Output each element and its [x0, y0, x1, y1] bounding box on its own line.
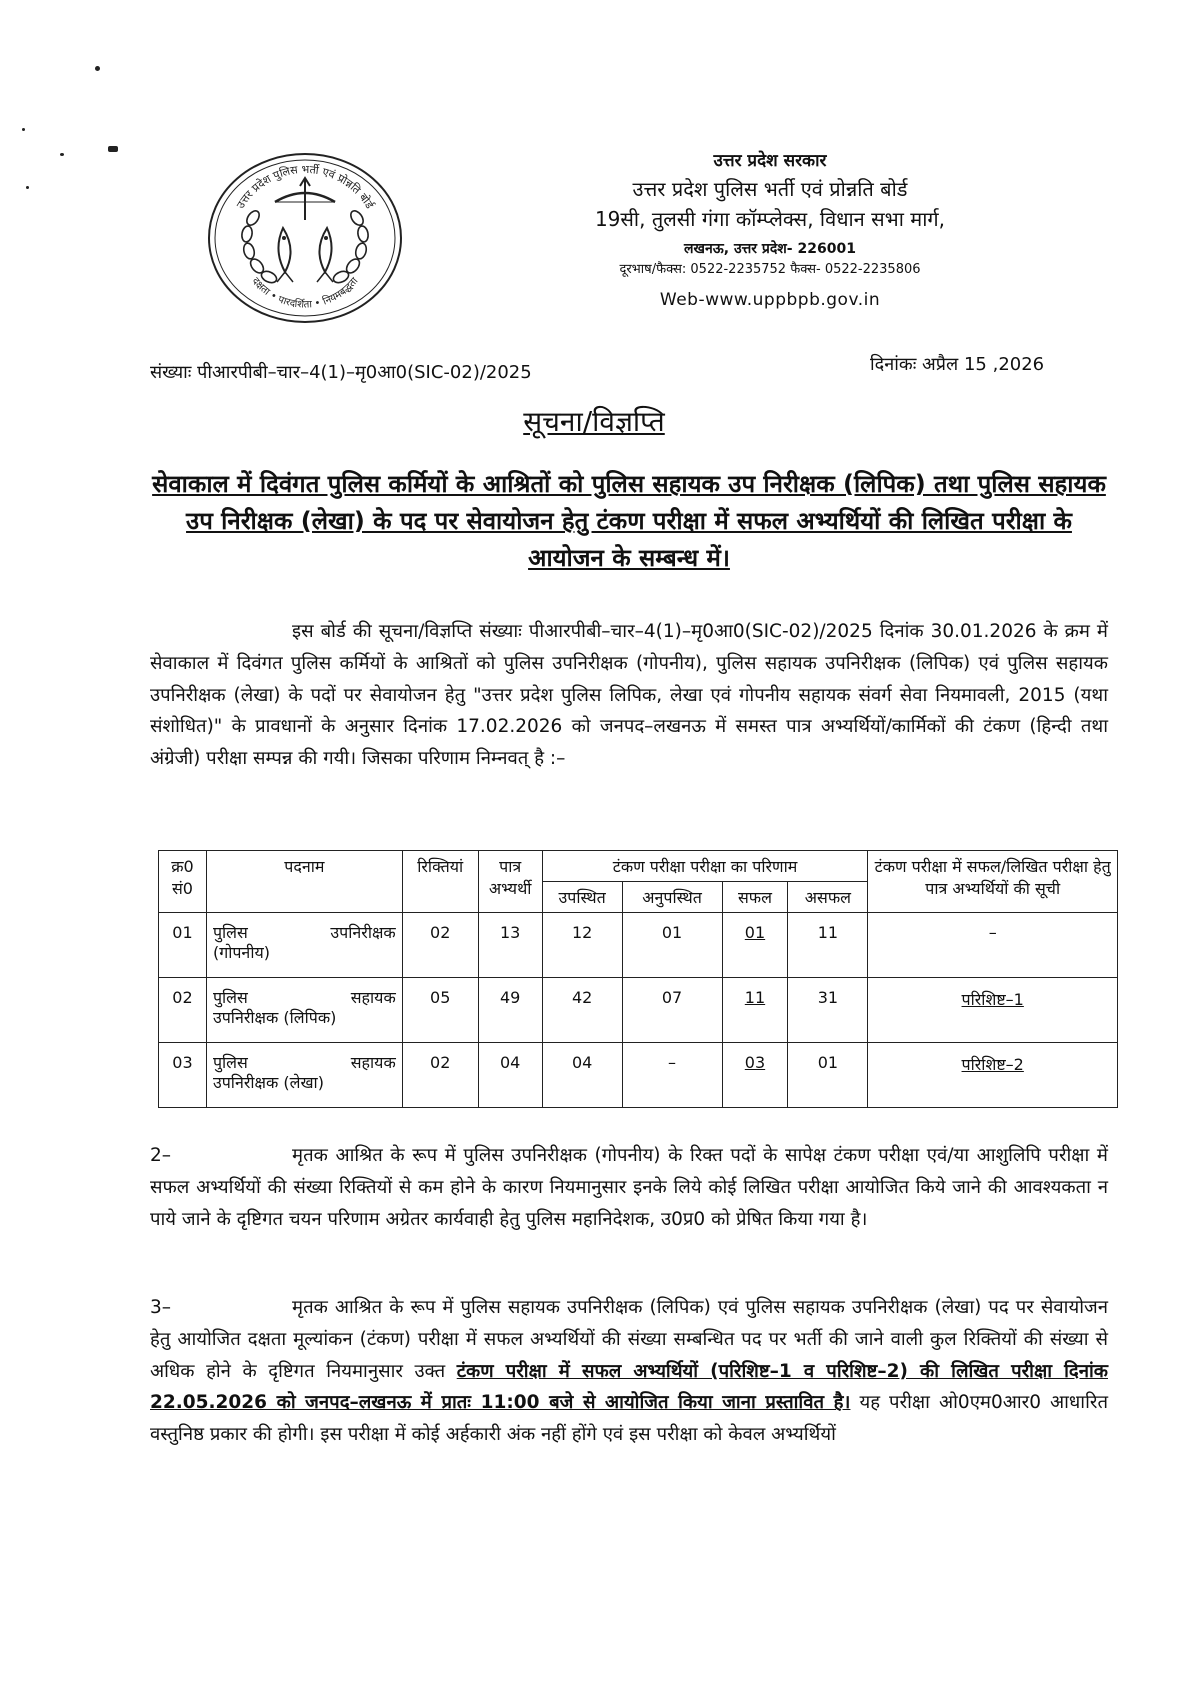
cell-list	[868, 1043, 1118, 1108]
board-phone: दूरभाष/फैक्स: 0522-2235752 फैक्स- 0522-2235806	[619, 262, 921, 278]
cell-present: 12	[542, 913, 622, 978]
cell-post	[206, 1043, 402, 1108]
paragraph-1: इस बोर्ड की सूचना/विज्ञप्ति संख्याः पीआरपीबी–चार–4(1)–मृ0आ0(SIC-02)/2025 दिनांक 30.01.2026 के क्रम में सेवाकाल में दिवंगत पुलिस कर्मियों के आश्रितों को पुलिस उपनिरीक्षक (गोपनीय), पुलिस सहायक उपनिरीक्षक (लिपिक) एवं पुलिस सहायक उपनिरीक्षक (लेखा) के पदों पर सेवायोजन हेतु "उत्तर प्रदेश पुलिस लिपिक, लेखा एवं गोपनीय सहायक संवर्ग सेवा नियमावली, 2015 (यथा संशोधित)" के प्रावधानों के अनुसार दिनांक 17.02.2026 को जनपद–लखनऊ में समस्त पात्र अभ्यर्थियों/कार्मिकों की टंकण (हिन्दी तथा अंग्रेजी) परीक्षा सम्पन्न की गयी। जिसका परिणाम निम्नवत् है :–	[150, 621, 1108, 770]
pass-count: 03	[744, 1053, 766, 1072]
cell-fail: 11	[788, 913, 868, 978]
header-present: उपस्थित	[542, 882, 622, 913]
cell-sno: 02	[159, 978, 207, 1043]
header-fail: असफल	[788, 882, 868, 913]
cell-present: 04	[542, 1043, 622, 1108]
cell-absent: –	[622, 1043, 722, 1108]
post-word-c: उपनिरीक्षक (लिपिक)	[212, 1008, 337, 1027]
cell-vacancies: 02	[402, 913, 478, 978]
seal-bottom-text: दक्षता • पारदर्शिता • नियमबद्धता	[249, 275, 361, 311]
table-row	[159, 1043, 1118, 1108]
cell-eligible: 49	[478, 978, 542, 1043]
cell-fail: 01	[788, 1043, 868, 1108]
pass-count: 01	[744, 923, 766, 942]
results-table	[158, 850, 1118, 1108]
scan-speck	[95, 66, 100, 71]
cell-pass	[722, 913, 788, 978]
notice-subject: सेवाकाल में दिवंगत पुलिस कर्मियों के आश्रितों को पुलिस सहायक उप निरीक्षक (लिपिक) तथा पुलिस सहायक उप निरीक्षक (लेखा) के पद पर सेवायोजन हेतु टंकण परीक्षा में सफल अभ्यर्थियों की लिखित परीक्षा के आयोजन के सम्बन्ध में।	[152, 470, 1106, 573]
scan-speck	[26, 186, 29, 189]
table-row	[159, 978, 1118, 1043]
post-word-a: पुलिस	[212, 988, 248, 1007]
post-word-b: सहायक	[350, 988, 396, 1007]
cell-absent: 07	[622, 978, 722, 1043]
scan-speck	[22, 128, 25, 131]
cell-vacancies: 05	[402, 978, 478, 1043]
cell-fail: 31	[788, 978, 868, 1043]
cell-list: –	[868, 913, 1118, 978]
board-website: Web-www.uppbpb.gov.in	[659, 290, 881, 311]
scan-speck	[60, 153, 64, 156]
header-list: टंकण परीक्षा में सफल/लिखित परीक्षा हेतु पात्र अभ्यर्थियों की सूची	[868, 851, 1118, 913]
cell-present: 42	[542, 978, 622, 1043]
post-word-a: पुलिस	[212, 923, 248, 942]
board-address: 19सी, तुलसी गंगा कॉम्प्लेक्स, विधान सभा मार्ग,	[594, 207, 946, 232]
cell-list	[868, 978, 1118, 1043]
cell-sno: 01	[159, 913, 207, 978]
cell-pass	[722, 978, 788, 1043]
board-seal-logo	[205, 150, 405, 325]
paragraph-text: मृतक आश्रित के रूप में पुलिस सहायक उपनिरीक्षक (लिपिक) एवं पुलिस सहायक उपनिरीक्षक (लेखा) पद पर सेवायोजन हेतु आयोजित दक्षता मूल्यांकन (टंकण) परीक्षा में सफल अभ्यर्थियों की संख्या सम्बन्धित पद पर भर्ती की जाने वाली कुल रिक्तियों की संख्या से अधिक होने के दृष्टिगत नियमानुसार उक्त	[150, 1297, 1108, 1382]
post-word-b: सहायक	[350, 1053, 396, 1072]
cell-absent: 01	[622, 913, 722, 978]
header-vacancies: रिक्तियां	[402, 851, 478, 913]
post-word-a: पुलिस	[212, 1053, 248, 1072]
post-word-c: उपनिरीक्षक (लेखा)	[212, 1073, 324, 1092]
cell-sno: 03	[159, 1043, 207, 1108]
header-absent: अनुपस्थित	[622, 882, 722, 913]
seal-top-text: उत्तर प्रदेश पुलिस भर्ती एवं प्रोन्नति बोर्ड	[233, 162, 377, 211]
cell-post	[206, 913, 402, 978]
notice-title: सूचना/विज्ञप्ति	[523, 405, 665, 438]
board-city: लखनऊ, उत्तर प्रदेश- 226001	[684, 241, 856, 258]
paragraph-number: 2–	[150, 1145, 172, 1166]
post-word-c: (गोपनीय)	[212, 943, 270, 962]
reference-number: संख्याः पीआरपीबी–चार–4(1)–मृ0आ0(SIC-02)/2025	[150, 362, 532, 383]
annexure-link: परिशिष्ट–2	[961, 1055, 1024, 1074]
header-pass: सफल	[722, 882, 788, 913]
header-result-group: टंकण परीक्षा परीक्षा का परिणाम	[542, 851, 868, 882]
exam-schedule-highlight: टंकण परीक्षा में सफल अभ्यर्थियों (परिशिष्ट–1 व परिशिष्ट–2) की लिखित परीक्षा दिनांक 22.05.2026 को जनपद–लखनऊ में प्रातः 11:00 बजे से आयोजित किया जाना प्रस्तावित है।	[150, 1360, 1108, 1414]
pass-count: 11	[744, 988, 766, 1007]
table-row	[159, 913, 1118, 978]
cell-eligible: 04	[478, 1043, 542, 1108]
cell-vacancies: 02	[402, 1043, 478, 1108]
paragraph-2	[150, 1140, 1108, 1235]
cell-post	[206, 978, 402, 1043]
board-name: उत्तर प्रदेश पुलिस भर्ती एवं प्रोन्नति बोर्ड	[632, 177, 908, 202]
post-word-b: उपनिरीक्षक	[330, 923, 396, 942]
govt-name: उत्तर प्रदेश सरकार	[713, 151, 827, 171]
paragraph-text-continued: यह परीक्षा ओ0एम0आर0 आधारित वस्तुनिष्ठ प्रकार की होगी। इस परीक्षा में कोई अर्हकारी अंक नहीं होंगे एवं इस परीक्षा को केवल अभ्यर्थियों	[150, 1392, 1108, 1446]
paragraph-number: 3–	[150, 1297, 172, 1318]
paragraph-text: मृतक आश्रित के रूप में पुलिस उपनिरीक्षक (गोपनीय) के रिक्त पदों के सापेक्ष टंकण परीक्षा एवं/या आशुलिपि परीक्षा में सफल अभ्यर्थियों की संख्या रिक्तियों से कम होने के कारण नियमानुसार इनके लिये कोई लिखित परीक्षा आयोजित किये जाने की आवश्यकता न पाये जाने के दृष्टिगत चयन परिणाम अग्रेतर कार्यवाही हेतु पुलिस महानिदेशक, उ0प्र0 को प्रेषित किया गया है।	[150, 1145, 1108, 1230]
paragraph-3	[150, 1292, 1108, 1451]
letterhead	[560, 150, 980, 311]
cell-eligible: 13	[478, 913, 542, 978]
header-post: पदनाम	[206, 851, 402, 913]
annexure-link: परिशिष्ट–1	[961, 990, 1024, 1009]
notice-date: दिनांकः अप्रैल 15 ,2026	[870, 354, 1045, 375]
scan-speck	[108, 146, 118, 152]
cell-pass	[722, 1043, 788, 1108]
header-eligible: पात्र अभ्यर्थी	[478, 851, 542, 913]
header-sno: क्र0 सं0	[159, 851, 207, 913]
